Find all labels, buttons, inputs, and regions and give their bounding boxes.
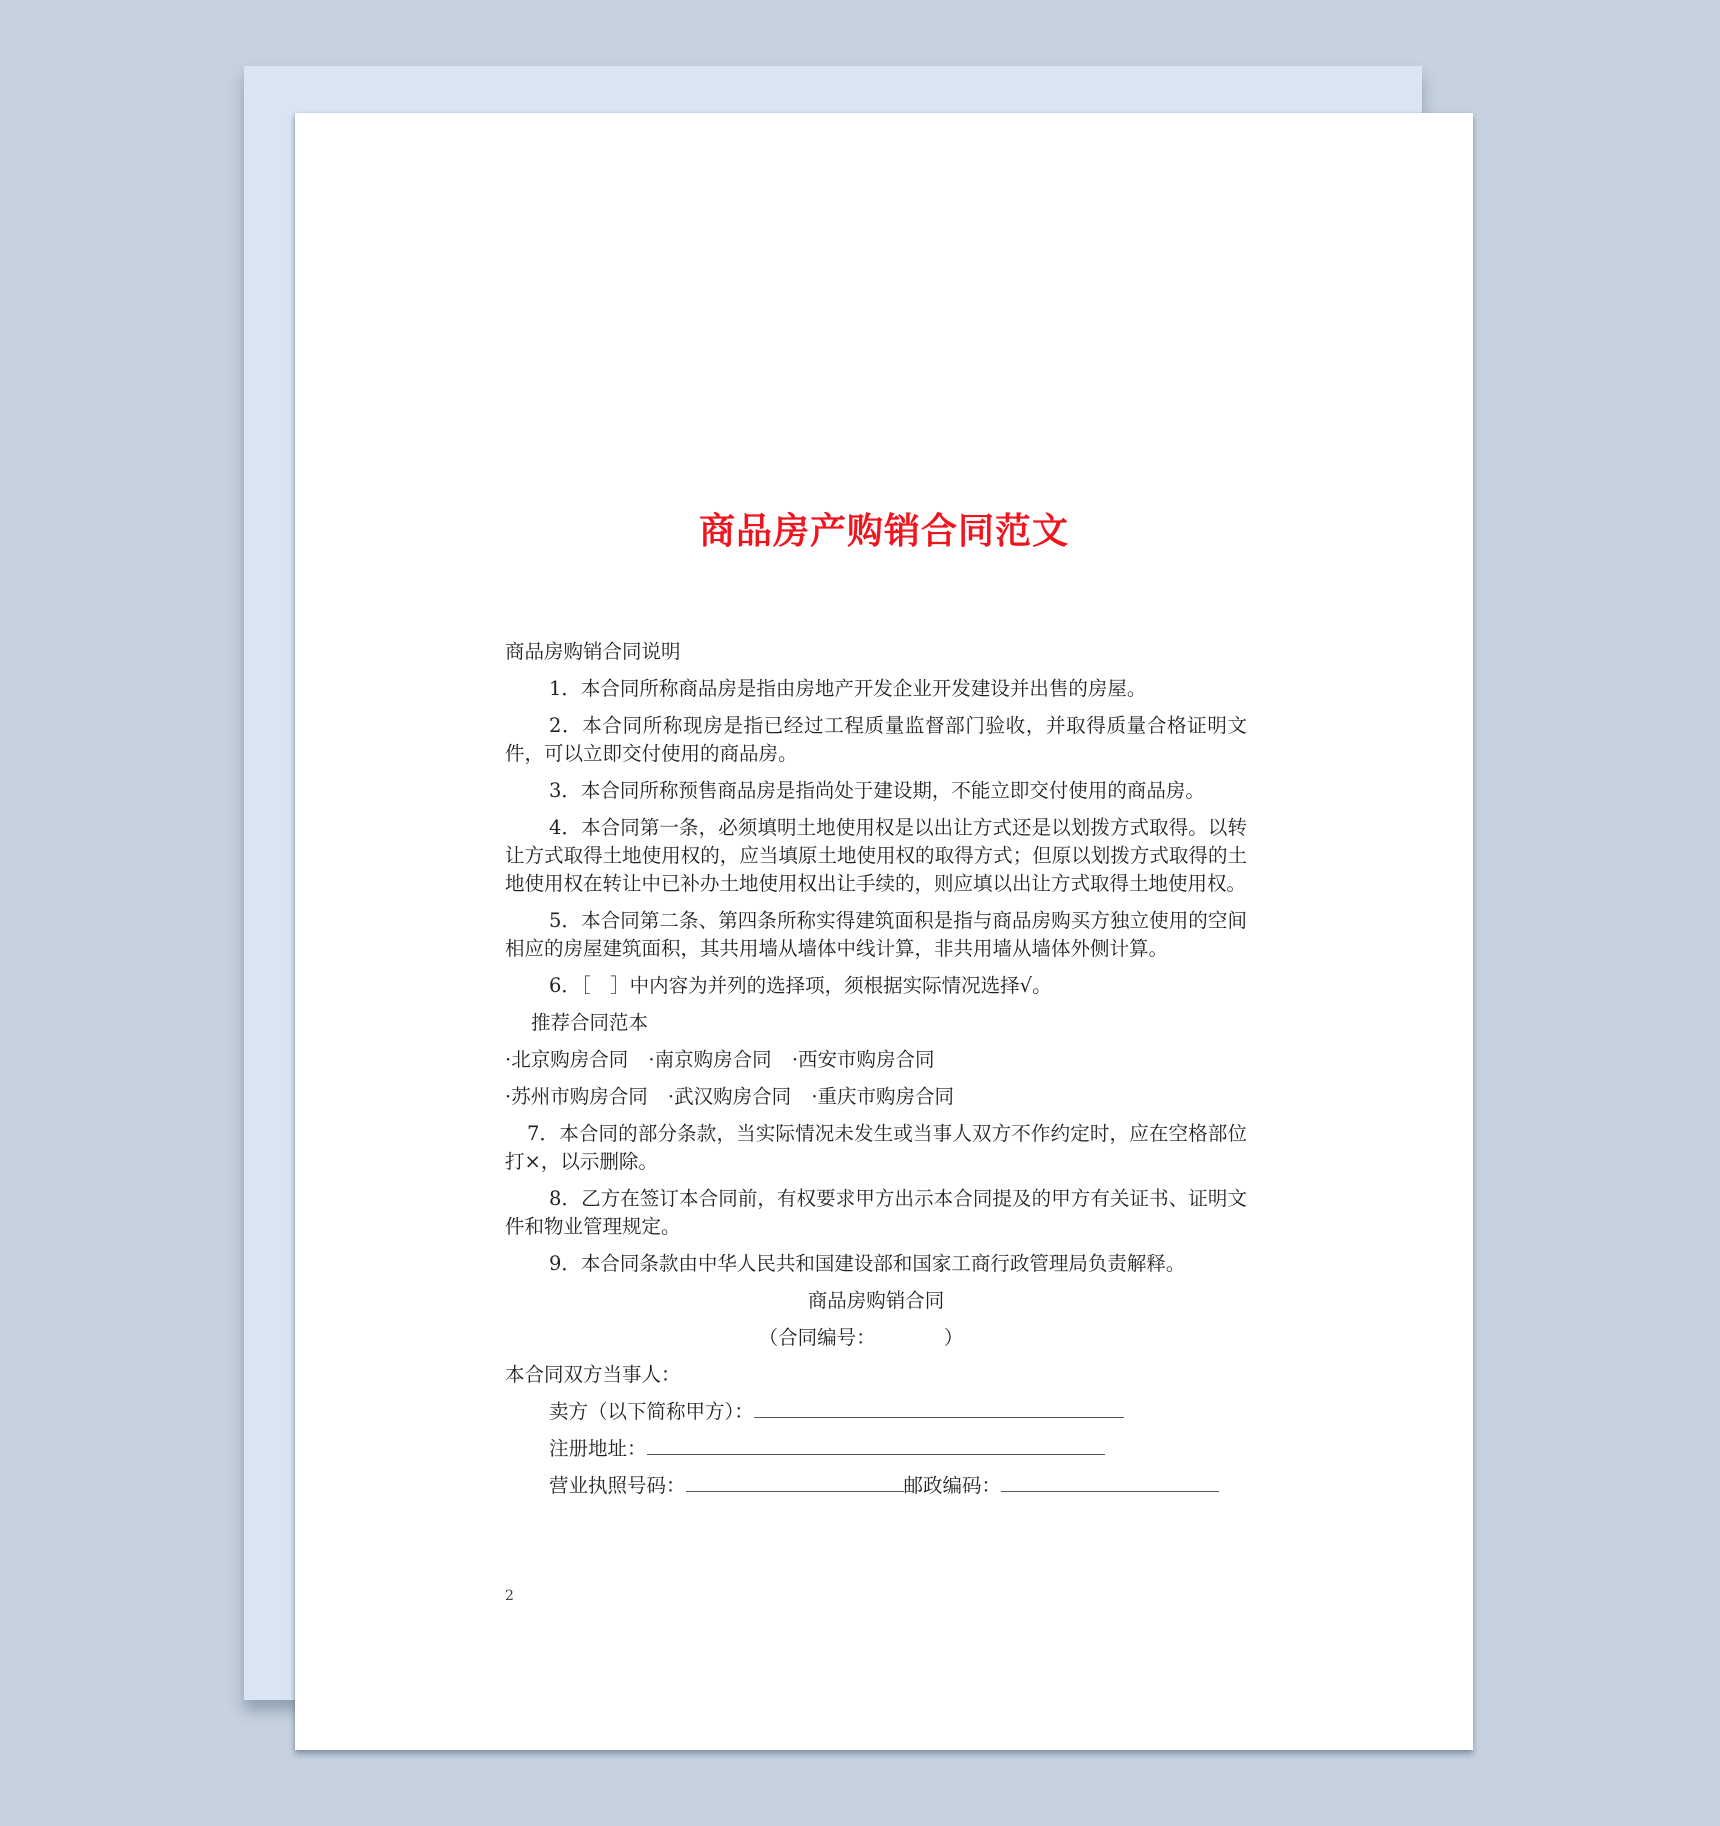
clause-3: 3．本合同所称预售商品房是指尚处于建设期，不能立即交付使用的商品房。 xyxy=(549,779,1205,802)
recommended-heading: 推荐合同范本 xyxy=(531,1011,649,1034)
seller-field-row xyxy=(549,1398,1247,1426)
license-field[interactable] xyxy=(686,1473,904,1492)
postal-label: 邮政编码： xyxy=(903,1474,1002,1497)
link-nanjing-contract[interactable]: ·南京购房合同 xyxy=(648,1048,772,1071)
contract-title: 商品房购销合同 xyxy=(807,1289,945,1312)
clause-4: 4．本合同第一条，必须填明土地使用权是以出让方式还是以划拨方式取得。以转让方式取得土地使用权的，应当填原土地使用权的取得方式；但原以划拨方式取得的土地使用权在转让中已补办土地使用权出让手续的，则应填以出让方式取得土地使用权。 xyxy=(505,816,1247,895)
page-number: 2 xyxy=(505,1588,514,1604)
clause-9: 9．本合同条款由中华人民共和国建设部和国家工商行政管理局负责解释。 xyxy=(549,1252,1186,1275)
clause-1: 1．本合同所称商品房是指由房地产开发企业开发建设并出售的房屋。 xyxy=(549,677,1147,700)
parties-heading: 本合同双方当事人： xyxy=(505,1363,681,1386)
recommended-links-row-2 xyxy=(505,1083,1247,1111)
seller-label: 卖方（以下简称甲方）： xyxy=(549,1400,754,1423)
document-page xyxy=(295,113,1473,1750)
link-xian-contract[interactable]: ·西安市购房合同 xyxy=(791,1048,935,1071)
recommended-links-row-1 xyxy=(505,1046,1247,1074)
link-wuhan-contract[interactable]: ·武汉购房合同 xyxy=(667,1085,792,1108)
address-field[interactable] xyxy=(647,1436,1105,1455)
contract-number: （合同编号： ） xyxy=(758,1326,964,1349)
section-heading: 商品房购销合同说明 xyxy=(505,640,681,663)
link-suzhou-contract[interactable]: ·苏州市购房合同 xyxy=(505,1085,648,1108)
license-label: 营业执照号码： xyxy=(549,1474,686,1497)
address-label: 注册地址： xyxy=(549,1437,647,1460)
postal-field[interactable] xyxy=(1001,1473,1219,1492)
clause-6: 6．［ ］中内容为并列的选择项，须根据实际情况选择√。 xyxy=(549,974,1052,997)
clause-8: 8．乙方在签订本合同前，有权要求甲方出示本合同提及的甲方有关证书、证明文件和物业管理规定。 xyxy=(505,1187,1247,1238)
clause-2: 2．本合同所称现房是指已经过工程质量监督部门验收，并取得质量合格证明文件，可以立即交付使用的商品房。 xyxy=(505,714,1247,765)
address-field-row xyxy=(549,1435,1247,1463)
license-postal-field-row xyxy=(549,1472,1247,1500)
link-chongqing-contract[interactable]: ·重庆市购房合同 xyxy=(811,1085,955,1108)
clause-5: 5．本合同第二条、第四条所称实得建筑面积是指与商品房购买方独立使用的空间相应的房屋建筑面积，其共用墙从墙体中线计算，非共用墙从墙体外侧计算。 xyxy=(505,909,1247,960)
document-title: 商品房产购销合同范文 xyxy=(698,511,1069,552)
seller-field[interactable] xyxy=(754,1399,1124,1418)
link-beijing-contract[interactable]: ·北京购房合同 xyxy=(505,1048,629,1071)
document-body xyxy=(505,638,1247,1509)
clause-7: 7．本合同的部分条款，当实际情况未发生或当事人双方不作约定时，应在空格部位打×，以示删除。 xyxy=(505,1122,1247,1173)
